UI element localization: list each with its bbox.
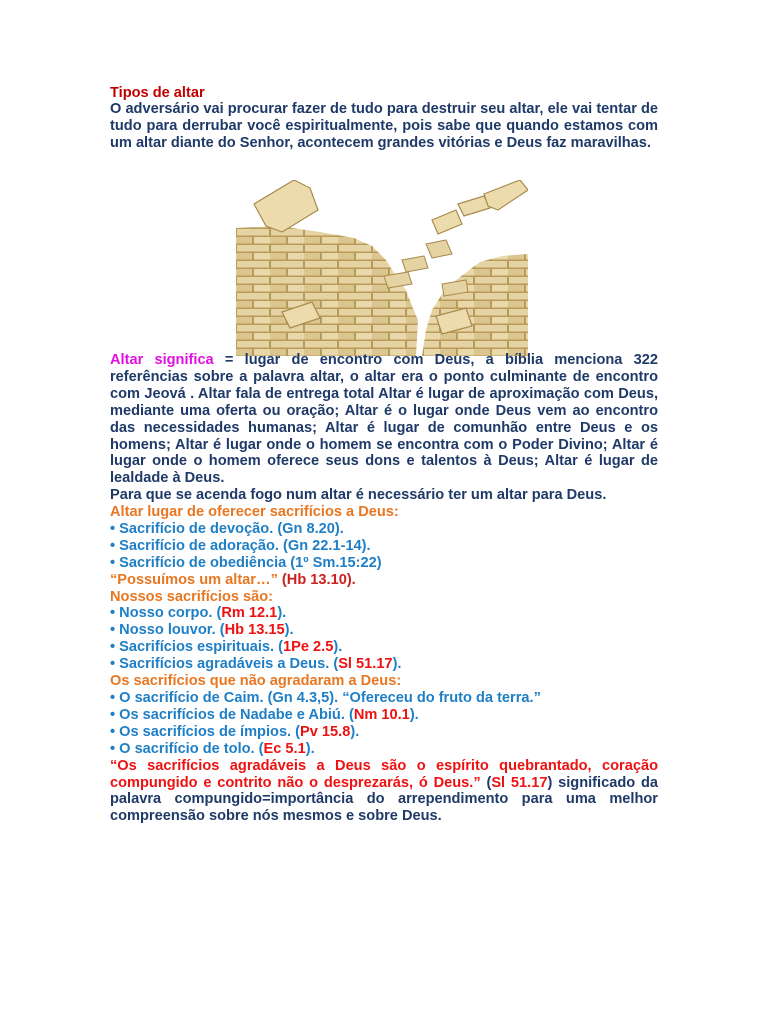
closing-ref: Sl 51.17: [491, 774, 548, 791]
definition-term: Altar significa: [110, 352, 214, 368]
section1-heading: Altar lugar de oferecer sacrifícios a Deus:: [110, 504, 399, 520]
list-item: • Sacrifícios espirituais. (1Pe 2.5).: [110, 639, 343, 656]
section3-heading: Os sacrifícios que não agradaram a Deus:: [110, 673, 402, 690]
list-item: • Sacrifício de devoção. (Gn 8.20).: [110, 520, 344, 537]
list-item: • O sacrifício de Caim. (Gn 4.3,5). “Ofereceu do fruto da terra.”: [110, 689, 541, 706]
list-item: • Nosso corpo. (Rm 12.1).: [110, 605, 287, 622]
list-item: • Os sacrifícios de ímpios. (Pv 15.8).: [110, 723, 360, 740]
intro-paragraph: O adversário vai procurar fazer de tudo para destruir seu altar, ele vai tentar de tudo para derrubar você espiritualmente, pois sabe que quando estamos com um altar diante do Senhor, acontecem grandes vitórias e Deus faz maravilhas.: [110, 101, 658, 151]
closing-quote: “Os sacrifícios agradáveis a Deus são o espírito quebrantado, coração compungido e contrito não o desprezarás, ó Deus.”: [110, 757, 658, 791]
sacrifices-section: [110, 504, 658, 825]
quote-ref: (Hb 13.10).: [277, 571, 356, 588]
crumbling-brick-wall-icon: [236, 180, 528, 356]
list-item: • Sacrifício de obediência (1º Sm.15:22): [110, 554, 382, 571]
altar-quote: [110, 572, 658, 589]
closing-text: significado da palavra compungido=importância do arrependimento para uma melhor compreensão sobre nós mesmos e sobre Deus.: [110, 774, 658, 825]
section2-heading: Nossos sacrifícios são:: [110, 588, 274, 605]
list-item: • O sacrifício de tolo. (Ec 5.1).: [110, 740, 315, 757]
list-item: • Sacrifício de adoração. (Gn 22.1-14).: [110, 537, 371, 554]
list-item: • Nosso louvor. (Hb 13.15).: [110, 622, 294, 639]
list-item: • Os sacrifícios de Nadabe e Abiú. (Nm 10.1).: [110, 706, 419, 723]
fire-sentence: Para que se acenda fogo num altar é necessário ter um altar para Deus.: [110, 487, 607, 504]
definition-section: [110, 352, 658, 504]
definition-text: = lugar de encontro com Deus, a bíblia menciona 322 referências sobre a palavra altar, o altar era o ponto culminante de encontro com Jeová . Altar fala de entrega total Altar é lugar de aproximação com Deus, mediante uma oferta ou oração; Altar é o lugar onde Deus vem ao encontro das necessidades humanas; Altar é lugar de comunhão entre Deus e os homens; Altar é lugar onde o homem se encontra com o Poder Divino; Altar é lugar onde o homem oferece seus dons e talentos à Deus; Altar é lugar de lealdade à Deus.: [110, 352, 658, 487]
closing-paragraph: “Os sacrifícios agradáveis a Deus são o espírito quebrantado, coração compungido e contrito não o desprezarás, ó Deus.” (Sl 51.17) significado da palavra compungido=importância do arrependimento para uma melhor compreensão sobre nós mesmos e sobre Deus.: [110, 757, 658, 825]
list-item: • Sacrifícios agradáveis a Deus. (Sl 51.17).: [110, 656, 402, 673]
quote-text: “Possuímos um altar…”: [110, 571, 278, 588]
page-title: Tipos de altar: [110, 85, 205, 101]
altar-definition: [110, 352, 658, 487]
